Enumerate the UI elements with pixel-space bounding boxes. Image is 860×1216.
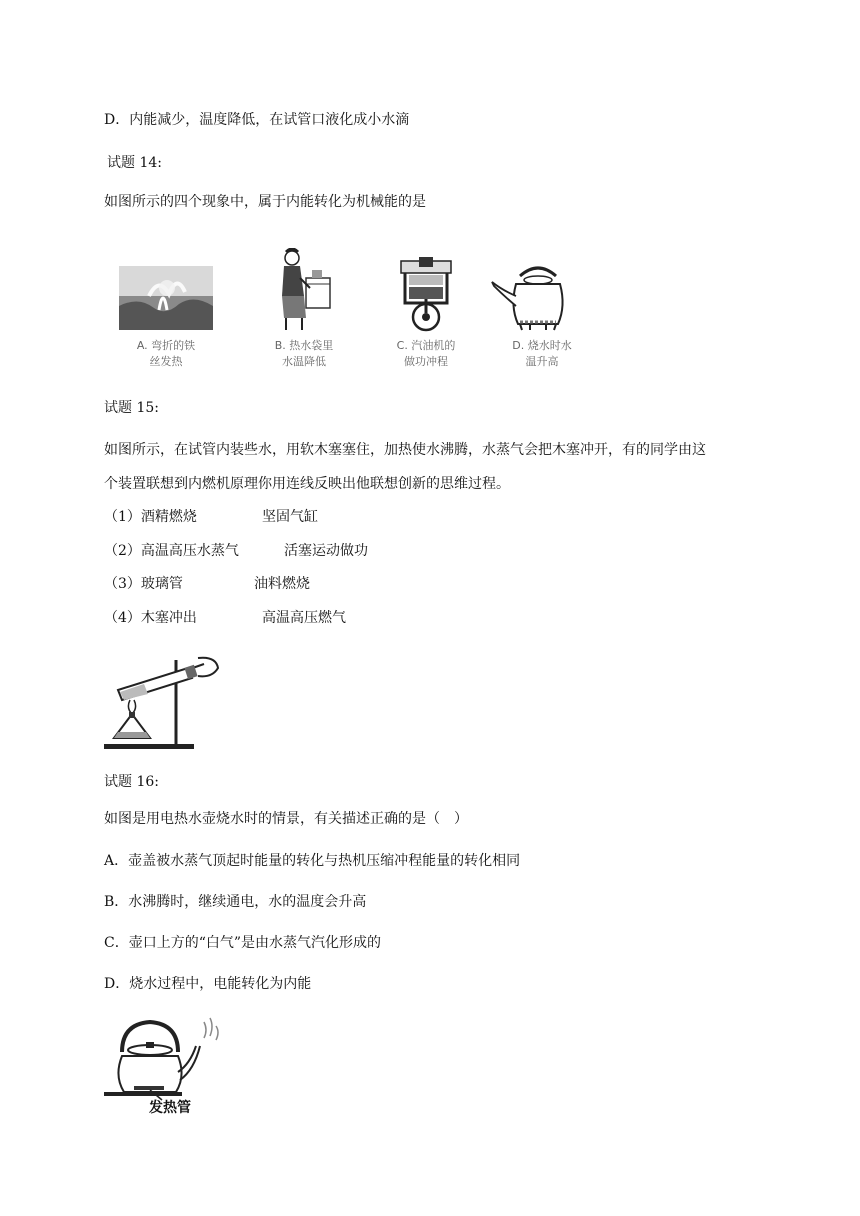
bent-wire-heat-icon <box>119 266 213 330</box>
q15-right-2: 活塞运动做功 <box>284 543 368 559</box>
q16-option-d: D．烧水过程中，电能转化为内能 <box>104 976 312 992</box>
test-tube-apparatus-figure <box>104 652 220 750</box>
q14-caption-d: D. 烧水时水 温升高 <box>512 339 572 368</box>
q13-option-d: D．内能减少，温度降低，在试管口液化成小水滴 <box>104 112 410 128</box>
hot-water-bag-person-icon <box>276 248 332 332</box>
electric-kettle-figure <box>104 1016 226 1116</box>
q14-caption-b: B. 热水袋里 水温降低 <box>274 339 334 368</box>
q16-option-a: A．壶盖被水蒸气顶起时能量的转化与热机压缩冲程能量的转化相同 <box>104 853 521 869</box>
q14-caption-c: C. 汽油机的 做功冲程 <box>396 339 456 368</box>
q15-right-1: 坚固气缸 <box>262 509 318 525</box>
q15-right-3: 油料燃烧 <box>254 576 310 592</box>
q15-left-3: （3）玻璃管 <box>104 576 183 592</box>
q15-stem-line1: 如图所示，在试管内装些水，用软木塞塞住，加热使水沸腾，水蒸气会把木塞冲开，有的同学由这 <box>104 442 706 458</box>
kettle-icon <box>490 262 576 332</box>
q15-left-2: （2）高温高压水蒸气 <box>104 543 239 559</box>
q16-stem: 如图是用电热水壶烧水时的情景，有关描述正确的是（ ） <box>104 811 468 827</box>
q16-heading: 试题 16: <box>104 774 159 790</box>
q16-option-c: C．壶口上方的“白气”是由水蒸气汽化形成的 <box>104 935 382 951</box>
heating-tube-label: 发热管 <box>149 1100 191 1116</box>
q16-option-b: B．水沸腾时，继续通电，水的温度会升高 <box>104 894 367 910</box>
gasoline-engine-icon <box>397 257 455 333</box>
q14-caption-a: A. 弯折的铁 丝发热 <box>136 339 196 368</box>
q15-stem-line2: 个装置联想到内燃机原理你用连线反映出他联想创新的思维过程。 <box>104 476 510 492</box>
q15-left-1: （1）酒精燃烧 <box>104 509 197 525</box>
q15-left-4: （4）木塞冲出 <box>104 610 197 626</box>
q14-stem: 如图所示的四个现象中，属于内能转化为机械能的是 <box>104 194 426 210</box>
q15-heading: 试题 15: <box>104 400 159 416</box>
q15-right-4: 高温高压燃气 <box>262 610 346 626</box>
q14-heading: 试题 14: <box>107 155 162 171</box>
